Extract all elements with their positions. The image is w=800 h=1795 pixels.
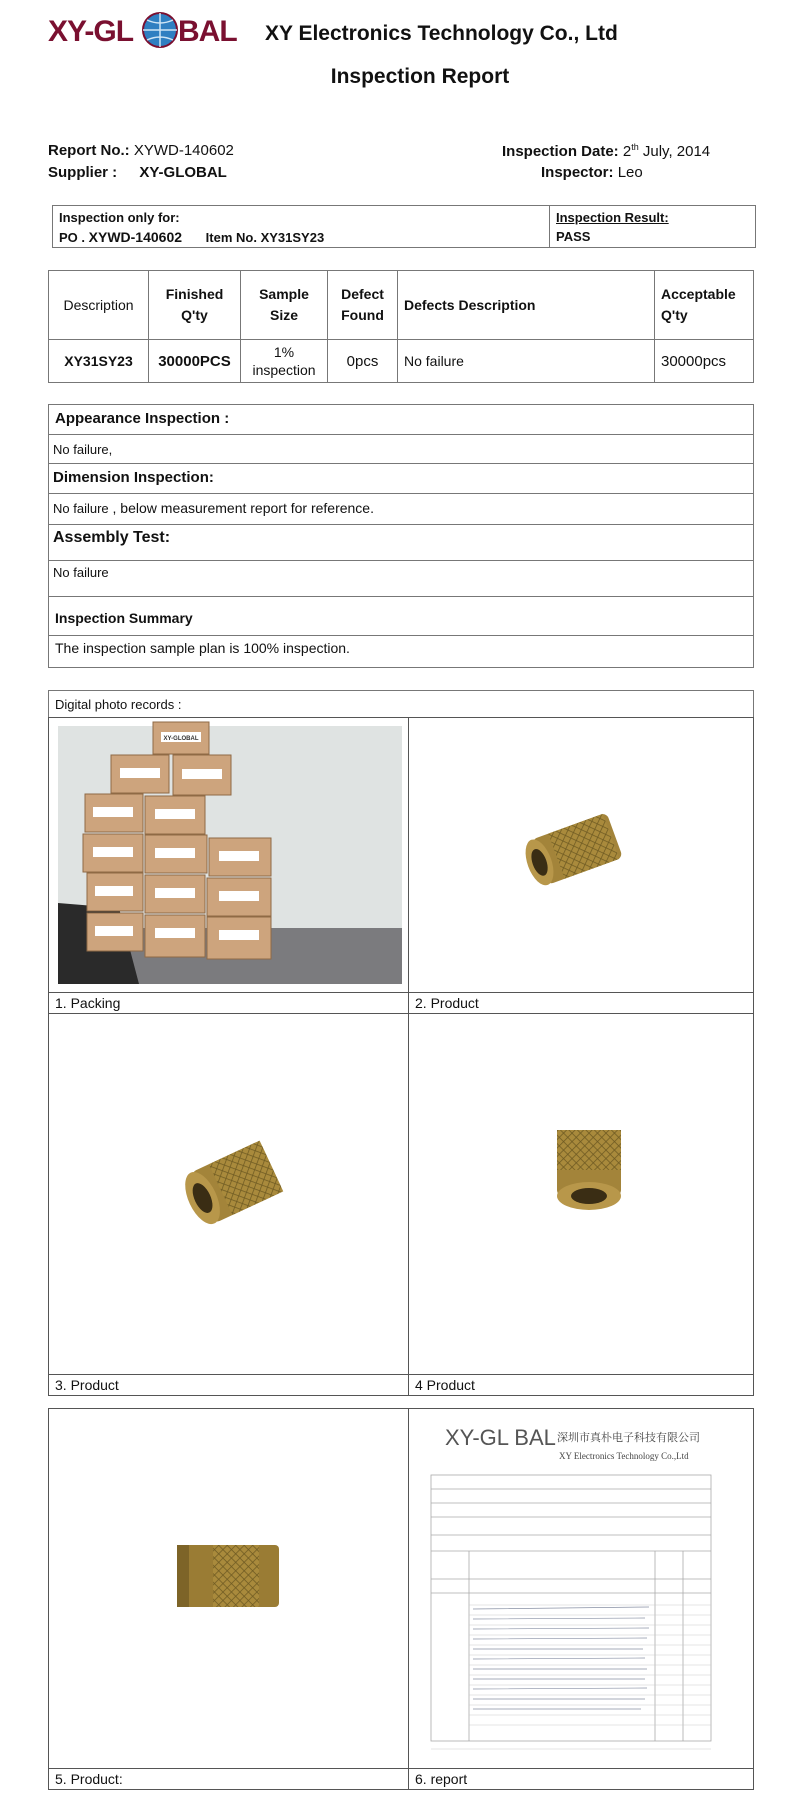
summary-text: The inspection sample plan is 100% inspection. (55, 640, 350, 656)
summary-title-row (48, 596, 754, 636)
inspector (541, 164, 643, 181)
inspection-for-box (52, 205, 756, 248)
svg-text:BAL: BAL (178, 15, 237, 48)
quantity-table (48, 270, 754, 383)
inspector-value: Leo (617, 164, 643, 181)
cell-defects-description: No failure (398, 340, 655, 383)
inspection-date-suffix: th (631, 142, 639, 152)
inspector-label: Inspector: (541, 164, 614, 181)
assembly-title: Assembly Test: (53, 529, 171, 546)
inspection-date (502, 142, 710, 160)
cell-sample-line2: inspection (252, 362, 316, 378)
cell-acceptable: 30000pcs (655, 340, 754, 383)
photo-product-4 (408, 1013, 754, 1375)
result-value: PASS (556, 229, 591, 244)
photo-product-3 (48, 1013, 409, 1375)
photo-product-1 (408, 717, 754, 993)
dimension-title: Dimension Inspection: (53, 469, 214, 486)
caption-6: 6. report (408, 1768, 754, 1790)
supplier-value: XY-GLOBAL (139, 164, 227, 181)
header-defect-line2: Found (341, 307, 384, 323)
cell-sample-line1: 1% (273, 344, 295, 360)
header-sample (241, 271, 328, 340)
header-acceptable-line2: Q'ty (661, 307, 688, 323)
caption-4: 4 Product (408, 1374, 754, 1396)
caption-3: 3. Product (48, 1374, 409, 1396)
header-sample-line2: Size (269, 307, 298, 323)
cell-description: XY31SY23 (49, 340, 149, 383)
caption-1: 1. Packing (48, 992, 409, 1014)
inspection-for-label: Inspection only for: (59, 210, 180, 225)
po-label: PO . (59, 230, 86, 245)
cell-finished: 30000PCS (149, 340, 241, 383)
inspection-date-rest: July, 2014 (638, 143, 711, 160)
po-value: XYWD-140602 (88, 229, 183, 245)
dimension-text-part2: , below measurement report for reference. (108, 500, 374, 516)
cell-sample (241, 340, 328, 383)
supplier (48, 164, 227, 181)
report-no-value: XYWD-140602 (133, 142, 234, 159)
report-title: Inspection Report (330, 65, 510, 88)
table-row (49, 340, 754, 383)
assembly-text-row (48, 560, 754, 597)
caption-2: 2. Product (408, 992, 754, 1014)
header-defect-line1: Defect (341, 286, 384, 302)
header-description: Description (49, 271, 149, 340)
item-value: XY31SY23 (260, 230, 325, 245)
report-thumb-company: XY Electronics Technology Co.,Ltd (559, 1451, 689, 1461)
divider (549, 206, 550, 247)
dimension-text-row (48, 493, 754, 525)
appearance-text-row (48, 434, 754, 464)
header-defects-description: Defects Description (398, 271, 655, 340)
header-finished-line2: Q'ty (181, 307, 208, 323)
header-sample-line1: Sample (259, 286, 309, 302)
photo-report (408, 1408, 754, 1769)
assembly-text: No failure (53, 565, 109, 580)
dimension-text-part1: No failure (53, 501, 109, 516)
caption-5: 5. Product: (48, 1768, 409, 1790)
photo-product-5 (48, 1408, 409, 1769)
header-finished-line1: Finished (165, 286, 224, 302)
company-name: XY Electronics Technology Co., Ltd (265, 22, 618, 45)
header-finished (149, 271, 241, 340)
svg-text:XY-GL: XY-GL (48, 15, 134, 48)
photo-records-title: Digital photo records : (55, 697, 182, 712)
assembly-title-row (48, 524, 754, 561)
appearance-title: Appearance Inspection : (55, 410, 230, 427)
summary-text-row (48, 635, 754, 668)
table-header-row (49, 271, 754, 340)
appearance-title-row (48, 404, 754, 435)
dimension-text (53, 500, 374, 516)
summary-title: Inspection Summary (55, 610, 193, 626)
po-line (59, 229, 324, 245)
dimension-title-row (48, 463, 754, 494)
report-thumb-cn-company: 深圳市真朴电子科技有限公司 (557, 1431, 700, 1444)
report-no-label: Report No.: (48, 142, 130, 159)
supplier-label: Supplier : (48, 164, 118, 181)
photo-packing (48, 717, 409, 993)
header-acceptable (655, 271, 754, 340)
appearance-text: No failure, (53, 442, 113, 457)
inspection-date-label: Inspection Date: (502, 143, 619, 160)
item-label: Item No. (205, 230, 257, 245)
photo-records-title-row (48, 690, 754, 718)
cell-defect: 0pcs (328, 340, 398, 383)
report-no (48, 142, 234, 159)
box-label: XY-GLOBAL (163, 736, 199, 742)
result-label: Inspection Result: (556, 210, 669, 225)
header-acceptable-line1: Acceptable (661, 286, 736, 302)
inspection-date-day: 2 (622, 143, 632, 160)
company-logo (48, 8, 253, 52)
header-defect (328, 271, 398, 340)
report-thumb-logo: XY-GL BAL (445, 1425, 556, 1450)
